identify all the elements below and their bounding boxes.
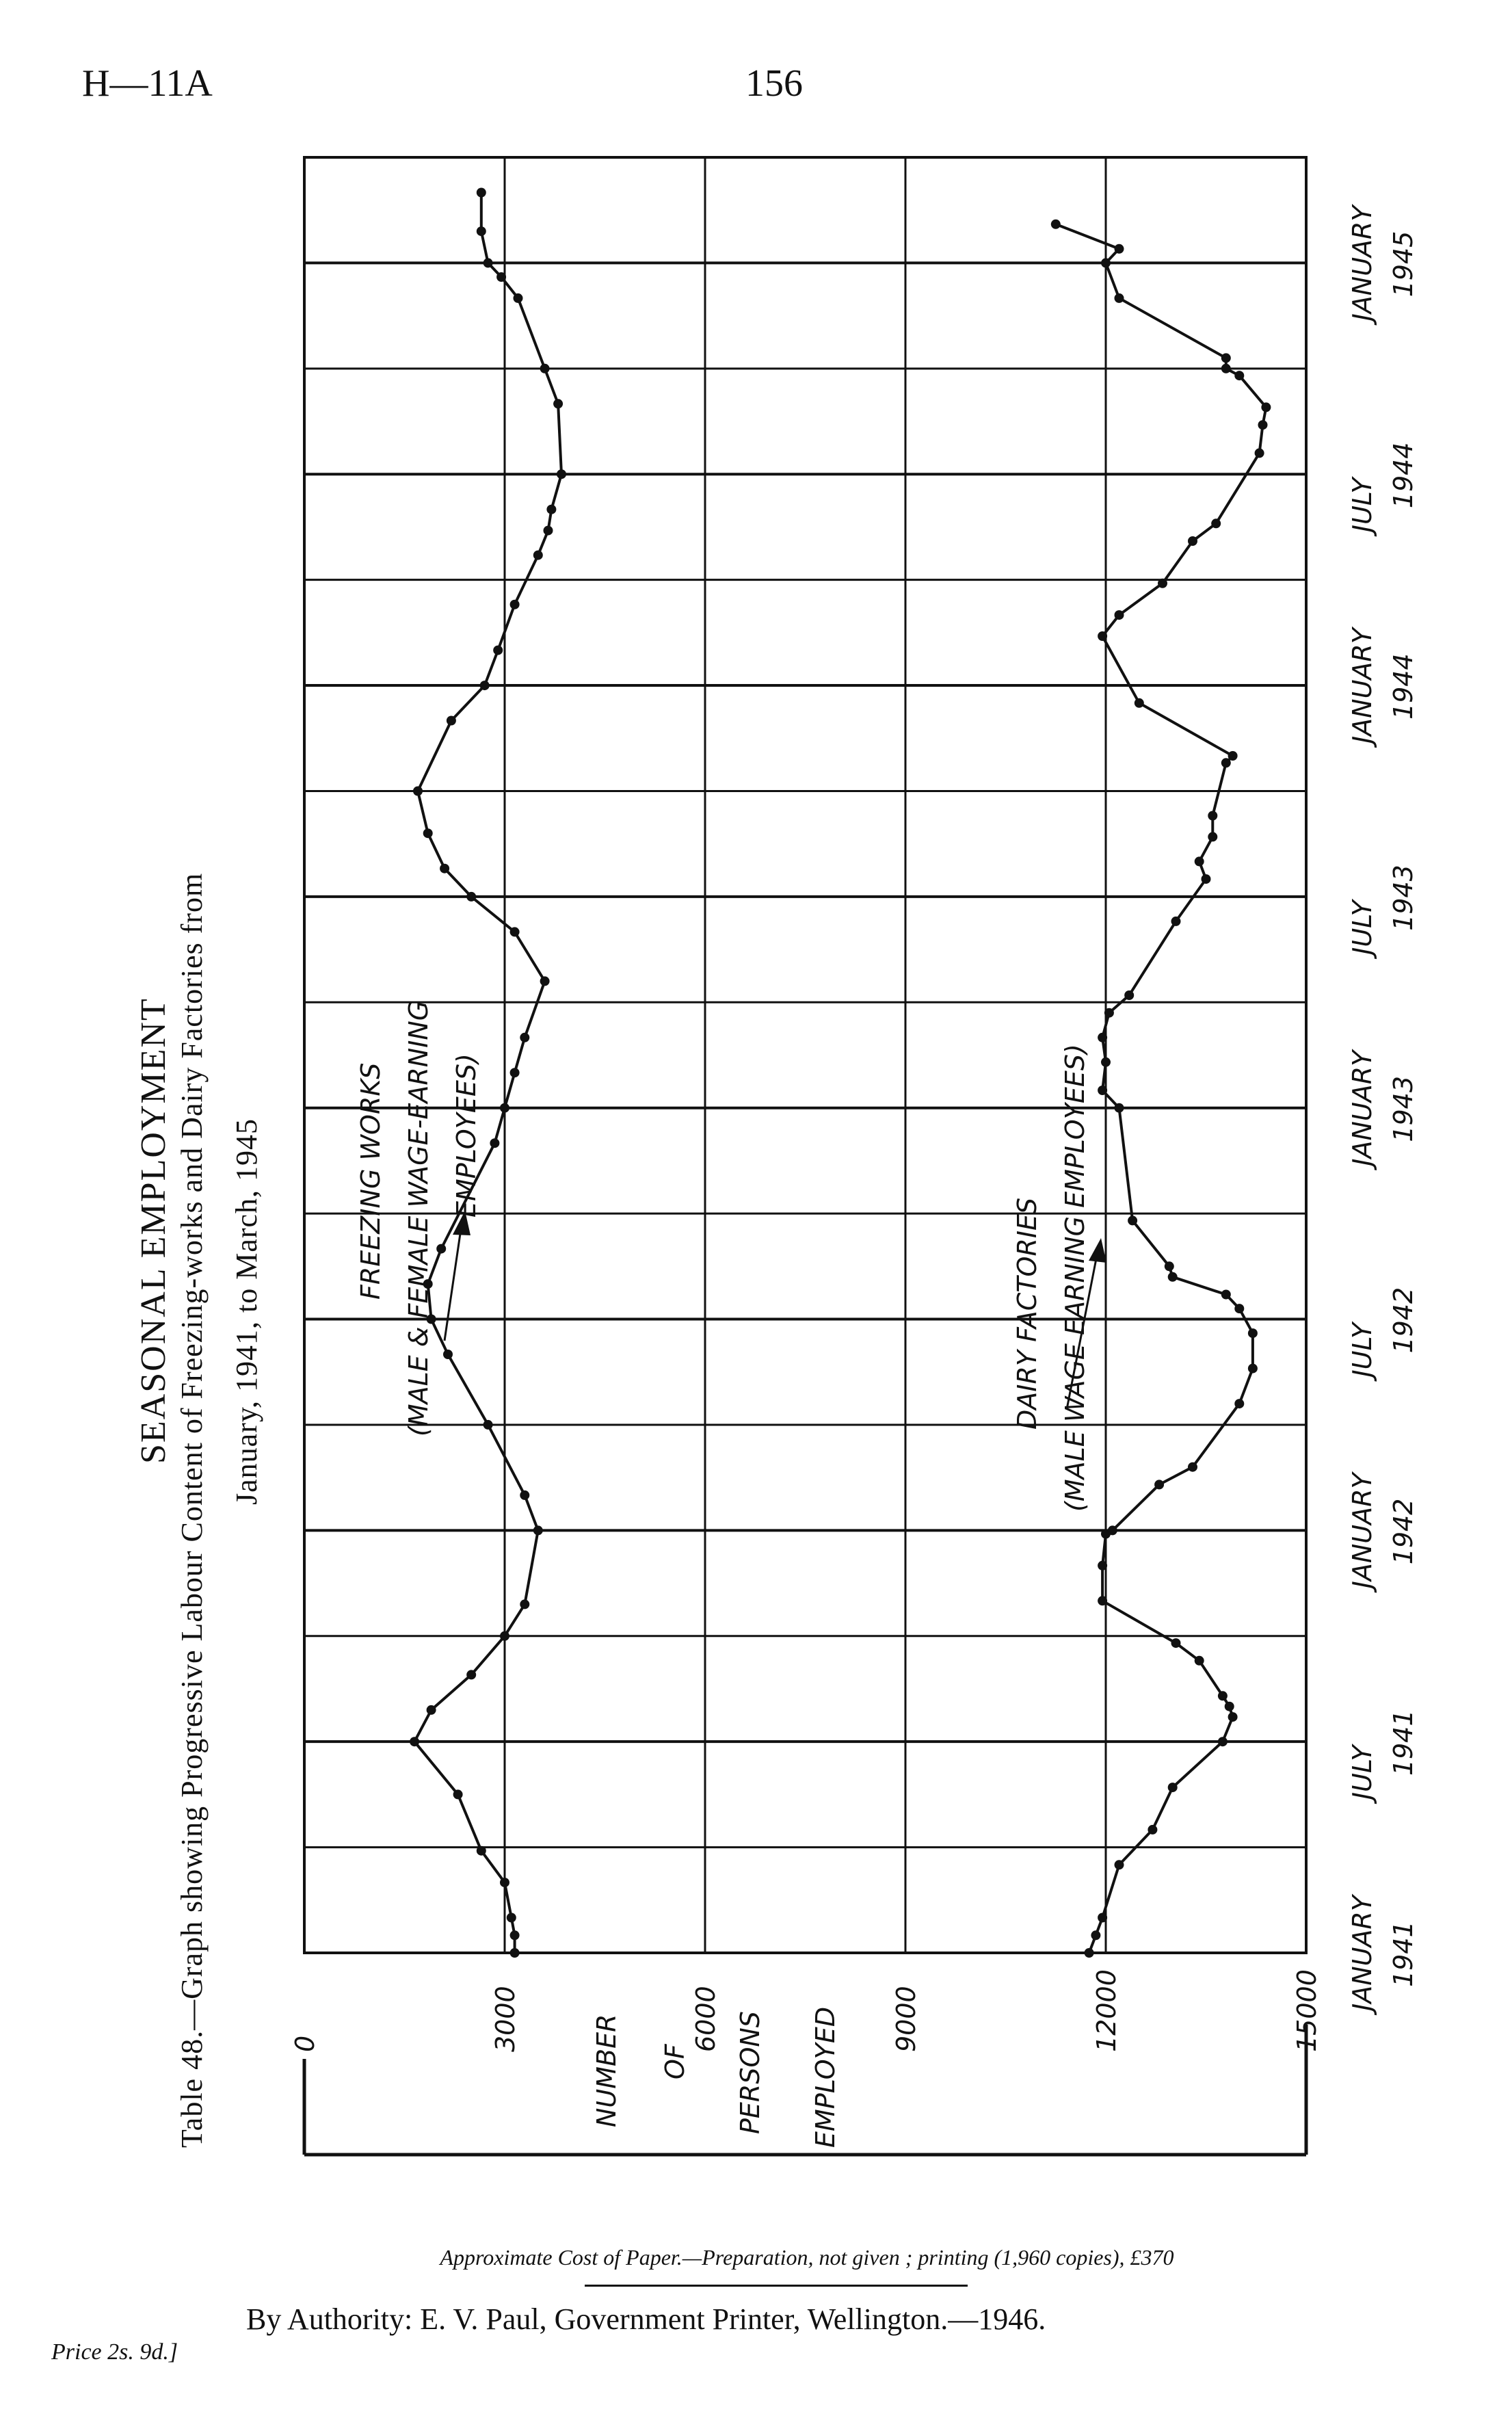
series-line-1 xyxy=(414,193,561,1954)
series-1-point-37 xyxy=(540,364,550,373)
series-1-point-33 xyxy=(544,526,553,536)
dairy-annotation-1: DAIRY FACTORIES xyxy=(1012,1197,1042,1430)
page-number: 156 xyxy=(745,62,803,105)
series-0-point-34 xyxy=(1195,856,1204,866)
series-0-point-40 xyxy=(1098,631,1107,641)
series-1-point-7 xyxy=(427,1705,436,1715)
x-tick-label-year-1: 1941 xyxy=(1388,1709,1418,1776)
series-1-point-24 xyxy=(466,892,476,902)
series-1-point-30 xyxy=(493,646,503,655)
x-tick-label-year-0: 1941 xyxy=(1388,1921,1418,1987)
freezing-annotation-1: FREEZING WORKS xyxy=(356,1062,386,1300)
series-0-point-18 xyxy=(1234,1399,1244,1408)
series-1-point-2 xyxy=(507,1913,516,1923)
x-tick-label-month-8: JANUARY xyxy=(1347,205,1377,321)
series-0-point-8 xyxy=(1225,1702,1234,1711)
series-1-point-11 xyxy=(533,1525,543,1535)
series-1-point-39 xyxy=(496,272,506,282)
series-0-point-1 xyxy=(1091,1930,1100,1940)
y-tick-label-9000: 9000 xyxy=(891,1986,921,2052)
freezing-arrow-line xyxy=(445,1224,462,1341)
series-1-point-26 xyxy=(423,828,433,838)
series-1-point-28 xyxy=(447,716,456,726)
series-0-point-7 xyxy=(1228,1712,1238,1722)
series-1-point-40 xyxy=(483,258,493,267)
x-tick-label-month-0: JANUARY xyxy=(1347,1895,1377,2011)
series-0-point-48 xyxy=(1234,371,1244,380)
series-1-point-6 xyxy=(410,1737,419,1746)
series-0-point-49 xyxy=(1221,364,1231,373)
series-0-point-2 xyxy=(1098,1913,1107,1923)
series-1-point-36 xyxy=(553,399,563,408)
ylabel-word-3: PERSONS xyxy=(735,2011,765,2134)
series-0-point-0 xyxy=(1085,1948,1094,1958)
x-tick-label-month-1: JULY xyxy=(1347,1745,1377,1800)
series-0-point-12 xyxy=(1098,1596,1107,1605)
series-0-point-5 xyxy=(1168,1783,1178,1792)
series-0-point-21 xyxy=(1234,1304,1244,1313)
series-0-point-9 xyxy=(1218,1691,1228,1700)
series-1-point-14 xyxy=(443,1350,453,1359)
x-tick-label-month-3: JULY xyxy=(1347,1322,1377,1378)
cost-note: Approximate Cost of Paper.—Preparation, not given ; printing (1,960 copies), £370 xyxy=(440,2245,1174,2270)
series-0-point-28 xyxy=(1101,1057,1111,1067)
series-0-point-25 xyxy=(1128,1215,1137,1225)
series-1-point-8 xyxy=(466,1670,476,1679)
series-0-point-4 xyxy=(1148,1825,1157,1835)
y-tick-label-3000: 3000 xyxy=(490,1986,520,2052)
series-0-point-23 xyxy=(1168,1272,1178,1282)
series-1-point-17 xyxy=(436,1244,446,1254)
series-0-point-17 xyxy=(1188,1462,1197,1472)
x-tick-label-month-2: JANUARY xyxy=(1347,1473,1377,1589)
series-0-point-53 xyxy=(1115,244,1124,254)
series-0-point-30 xyxy=(1104,1008,1114,1018)
series-0-point-24 xyxy=(1165,1261,1174,1271)
series-0-point-45 xyxy=(1255,448,1264,458)
series-1-point-0 xyxy=(510,1948,520,1958)
x-tick-label-year-4: 1943 xyxy=(1388,1075,1418,1142)
series-0-point-47 xyxy=(1261,402,1271,412)
y-tick-label-6000: 6000 xyxy=(691,1986,721,2052)
freezing-annotation-2: (MALE & FEMALE WAGE-EARNING xyxy=(403,1000,434,1436)
x-tick-label-month-4: JANUARY xyxy=(1347,1050,1377,1166)
series-0-point-35 xyxy=(1208,832,1217,841)
series-0-point-39 xyxy=(1135,698,1144,708)
series-0-point-13 xyxy=(1098,1561,1107,1571)
series-1-point-20 xyxy=(510,1068,520,1077)
x-tick-label-year-7: 1944 xyxy=(1388,442,1418,509)
series-1-point-3 xyxy=(500,1878,509,1887)
series-1-point-31 xyxy=(510,600,520,609)
series-1-point-10 xyxy=(520,1599,529,1609)
series-1-point-5 xyxy=(453,1789,463,1799)
series-0-point-22 xyxy=(1221,1290,1231,1300)
series-0-point-42 xyxy=(1158,579,1167,588)
series-1-point-4 xyxy=(477,1846,486,1856)
chart-main-title: SEASONAL EMPLOYMENT xyxy=(134,997,173,1464)
series-1-point-25 xyxy=(440,864,449,873)
report-code: H—11A xyxy=(82,62,213,105)
series-1-point-32 xyxy=(533,551,543,560)
chart-series xyxy=(410,188,1271,1958)
x-tick-label-year-6: 1944 xyxy=(1388,653,1418,720)
series-0-point-31 xyxy=(1124,990,1134,1000)
series-0-point-3 xyxy=(1115,1860,1124,1869)
series-0-point-37 xyxy=(1221,758,1231,767)
x-tick-label-month-6: JANUARY xyxy=(1347,627,1377,744)
x-tick-labels xyxy=(1347,204,1418,2016)
y-tick-label-15000: 15000 xyxy=(1292,1969,1322,2052)
series-1-point-27 xyxy=(413,787,423,796)
series-1-point-38 xyxy=(514,293,523,303)
footer-rule xyxy=(585,2285,968,2287)
x-tick-label-year-3: 1942 xyxy=(1388,1287,1418,1354)
ylabel-word-2: OF xyxy=(660,2044,690,2079)
series-0-point-44 xyxy=(1211,518,1221,528)
ylabel-word-4: EMPLOYED xyxy=(810,2006,840,2148)
series-0-point-11 xyxy=(1171,1638,1181,1648)
series-0-point-50 xyxy=(1221,353,1231,363)
series-0-point-16 xyxy=(1154,1480,1164,1489)
series-1-point-9 xyxy=(500,1631,509,1641)
y-tick-label-12000: 12000 xyxy=(1091,1969,1122,2052)
authority-line: By Authority: E. V. Paul, Government Printer, Wellington.—1946. xyxy=(246,2302,1046,2336)
y-tick-labels xyxy=(290,1969,1322,2052)
chart-title-line2: January, 1941, to March, 1945 xyxy=(230,1118,263,1505)
series-1-point-22 xyxy=(540,976,550,986)
series-0-point-32 xyxy=(1171,917,1181,926)
series-0-point-43 xyxy=(1188,536,1197,546)
series-0-point-46 xyxy=(1258,420,1268,430)
series-1-point-18 xyxy=(490,1138,499,1148)
series-1-point-34 xyxy=(546,505,556,514)
x-tick-label-month-7: JULY xyxy=(1347,477,1377,533)
series-0-point-36 xyxy=(1208,811,1217,821)
series-1-point-35 xyxy=(557,469,566,479)
series-1-point-19 xyxy=(500,1103,509,1113)
series-0-point-20 xyxy=(1248,1328,1258,1338)
y-tick-label-0: 0 xyxy=(290,2035,320,2052)
series-1-point-1 xyxy=(510,1930,520,1940)
series-1-point-21 xyxy=(520,1033,529,1042)
freezing-annotation-3: EMPLOYEES) xyxy=(451,1053,481,1218)
series-0-point-38 xyxy=(1228,751,1238,761)
series-0-point-10 xyxy=(1195,1656,1204,1666)
series-0-point-54 xyxy=(1051,220,1061,229)
x-tick-label-month-5: JULY xyxy=(1347,900,1377,955)
series-0-point-27 xyxy=(1098,1086,1107,1095)
price-line: Price 2s. 9d.] xyxy=(51,2339,178,2365)
series-1-point-13 xyxy=(483,1420,493,1430)
series-0-point-15 xyxy=(1108,1525,1117,1535)
x-tick-label-year-8: 1945 xyxy=(1388,231,1418,298)
series-0-point-26 xyxy=(1115,1103,1124,1113)
series-1-point-41 xyxy=(477,226,486,236)
series-0-point-51 xyxy=(1115,293,1124,303)
chart-title-line1: Table 48.—Graph showing Progressive Labour Content of Freezing-works and Dairy Factories from xyxy=(175,872,209,2148)
x-tick-label-year-5: 1943 xyxy=(1388,865,1418,931)
series-0-point-6 xyxy=(1218,1737,1228,1746)
dairy-annotation-2: (MALE WAGE EARNING EMPLOYEES) xyxy=(1060,1044,1090,1512)
x-tick-label-year-2: 1942 xyxy=(1388,1498,1418,1565)
series-1-point-29 xyxy=(480,681,490,690)
series-0-point-19 xyxy=(1248,1364,1258,1374)
series-0-point-52 xyxy=(1101,258,1111,267)
series-0-point-29 xyxy=(1098,1033,1107,1042)
series-1-point-23 xyxy=(510,927,520,936)
dairy-arrow-head xyxy=(1089,1238,1106,1263)
ylabel-word-1: NUMBER xyxy=(592,2014,622,2127)
series-0-point-41 xyxy=(1115,610,1124,620)
series-1-point-42 xyxy=(477,188,486,198)
series-0-point-33 xyxy=(1202,874,1211,884)
series-1-point-12 xyxy=(520,1490,529,1500)
